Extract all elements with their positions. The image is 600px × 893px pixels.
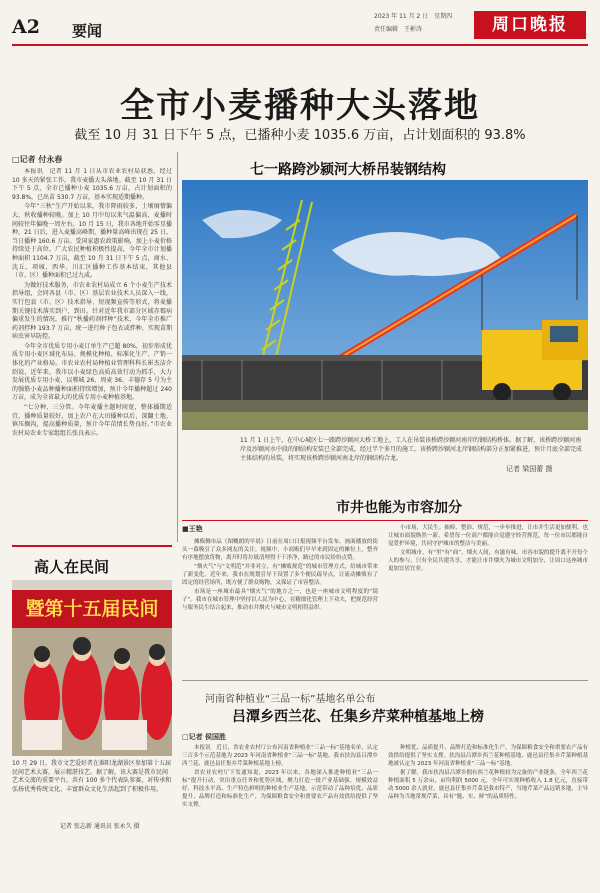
- people-caption: 10 月 29 日，我市文艺爱好者在淮阳龙湖景区参加第十五届民间艺术大赛，展示精湛技艺。据了解，该大赛是我市民间艺术交流的重要平台，共有 100 多个代表队参赛，对传承和弘扬优秀传统文化、丰富群众文化生活起到了积极作用。: [12, 760, 172, 793]
- bottom-body-left: [182, 744, 378, 884]
- article-paragraph: 本报讯 近日，省农业农村厅公布河南省种植业“三品一标”基地名单，认定三百多个示范基地为 2023 年河南省种植业“三品一标”基地。我市扶沟县吕潭乡西兰花、鹿邑县任集乡芹菜种植基地上榜。: [182, 745, 378, 767]
- photo-caption: 11 月 1 日上午，在中心城区七一路跨沙颍河大桥工地上，工人在吊装该桥跨沙颍河南岸的钢结构桥体。据了解，该桥跨沙颍河南岸及沙颍河水中段的钢结构安装已全部完成，经过半个多月的施工，该桥跨沙颍河北岸钢结构部分正加紧推进，预计月底全部完成主体结构的吊装，将实现该桥跨沙颍河南北岸的钢结构合龙。: [240, 437, 583, 462]
- crane-bridge-photo: [182, 180, 588, 430]
- main-subheadline: 截至 10 月 31 日下午 5 点，已播种小麦 1035.6 万亩，占计划面积的 93.8%: [74, 128, 526, 143]
- page-number: A2: [12, 16, 40, 38]
- article-paragraph: 本报讯 记者 11 月 1 日从市农业农村局获悉，经过 10 多天的紧张工作，我市麦播大头落地。截至 10 月 31 日下午 5 点，全市已播种小麦 1035.6 万亩，占计划面积的 93.8%，已出苗 530.7 万亩，基本实现适期播种。: [12, 168, 172, 201]
- main-byline: □记者 付永春: [12, 155, 63, 164]
- header-rule: [12, 44, 588, 46]
- article-paragraph: 小市场，大民生。抽检、整治、规范，一步步推进，让市井生活更加便利，也让城市面貌焕然一新。希望每一位商户都能自觉遵守经营规范，每一位市民都能自觉爱护环境，共同守护城市的整洁与美丽。: [388, 525, 588, 547]
- photo-story-title: 七一路跨沙颍河大桥吊装钢结构: [250, 162, 446, 178]
- bottom-title: 吕潭乡西兰花、任集乡芹菜种植基地上榜: [232, 709, 484, 725]
- feature-title: 市井也能为市容加分: [336, 500, 462, 516]
- people-title: 高人在民间: [34, 558, 110, 576]
- newspaper-logo: 周口晚报: [474, 11, 586, 39]
- article-paragraph: 今年“三秋”生产开始以来，我市降雨较多，土壤墒情偏大，秋收播种较晚。加上 10 月中旬以来气温偏高，麦播时间较往年偏晚一周左右。10 月 15 日，我市各地开始零星播种，21 日后，进入麦播高峰期，播种量高峰出现在 25 日，当日播种 160.6 万亩。受国家惠农政策影响，加上小麦价格持续处于高位，广大农民种植积极性提高，今年全市计划播种面积 1104.7 万亩，截至 10 月 31 日下午 5 点，商水、沈丘、项城、西华、川汇区播种工作基本结束，其他县（市、区）播种面积已过九成。: [12, 203, 172, 280]
- article-paragraph: 摊贩侧市品《图概朗的早晨》日前在周口日报视频平台发布，画面播放的街头一幕吸引了众多网友的关注。视频中，小商贩们早早来到固定的摊位上，整齐有序地摆放货物，离开时将垃圾清理得干干净净，路过的市民纷纷点赞。: [182, 539, 378, 561]
- issue-date: 2023 年 11 月 2 日 星期四: [374, 13, 453, 20]
- article-paragraph: “七分种，三分管。今年麦播主题时间宽，整体播期适宜，播种质量较好，加上农户在大田播种以后，深翻土地，镇压搁沟，提高播种质量，预计今年苗情长势良好。”市农业农村局农业专家组组长张良表示。: [12, 404, 172, 437]
- article-paragraph: 据了解，我市扶沟县吕潭乡拥有西兰花种植较为完备的产业链条，全年西兰花种植面积 5 万余亩，亩均利润 5000 元，全年可实现种植收入 1.8 亿元，直接带动 5000 余人就业。鹿邑县任集乡芹菜是我市特产，当地芹菜产品远销多地，主导品种为当地常规芹菜，具有“脆、实、鲜”的品质特性。: [388, 770, 588, 800]
- main-article-body: [12, 168, 172, 538]
- article-paragraph: “烟火气”与“文明范”并非对立，有“摊贩规范”的城市管理方式，给城市带来了新变化。近年来，我市在规划引导下设置了多个便民疏导点，让流动摊贩有了固定的经营场所，既方便了群众购物，又保证了市容整洁。: [182, 564, 378, 586]
- section-rule: [182, 520, 588, 521]
- column-divider: [177, 152, 178, 542]
- festival-banner-text: 暨第十五届民间: [25, 598, 159, 620]
- article-paragraph: 省农业农村厅下发通知说，2023 年以来，各地深入推进种植业“三品一标”提升行动，突出重点任务和优势区域，聚力打造一批产业基础强、规模效益好、科技水平高、生产特色鲜明的种植业生产基地，示范带动了品种培优、品质提升、品牌打造和标准化生产，为保障粮食安全和重要农产品有效供给提供了坚实支撑。: [182, 770, 378, 808]
- article-paragraph: 种植优、品质提升、品牌打造和标准化生产，为保障粮食安全和重要农产品有效供给提供了坚实支撑。扶沟县吕潭乡西兰花种植基地、鹿邑县任集乡芹菜种植基地被认定为 2023 年河南省种植业“三品一标”基地。: [388, 745, 588, 767]
- bottom-body-right: [388, 744, 588, 884]
- feature-body-left: [182, 538, 378, 676]
- feature-body-right: [388, 524, 588, 676]
- section-rule: [182, 680, 588, 681]
- bottom-kicker: 河南省种植业“三品一标”基地名单公布: [205, 694, 376, 705]
- article-paragraph: 市场是一座城市最具“烟火气”的地方之一，也是一座城市文明程度的“镜子”。我市在城市管理中坚持以人民为中心，在精细化管理上下功夫，把规范经营与服务民生结合起来，推动市井烟火与城市文明相得益彰。: [182, 589, 378, 611]
- bottom-byline: □记者 侯国胜: [182, 733, 227, 741]
- main-headline: 全市小麦播种大头落地: [120, 86, 480, 126]
- folk-art-photo: [12, 580, 172, 756]
- article-paragraph: 今年全市优质专用小麦订单生产已超 80%，初步形成优质专用小麦区域化布局、规模化种植、标准化生产、产销一体化的产业格局。市农业农村局种植业管理科科长崔杰洁介绍说，近年来，我市以小麦绿色高质高效行动为抓手，大力发展优质专用小麦，以郸城 26、周麦 36、丰德存 5 号为主的强筋小麦品种播种面积持续增加，预计今年播种超过 240 万亩，成为全省最大的优质专用小麦种植基地。: [12, 342, 172, 402]
- section-rule: [12, 545, 172, 547]
- section-name: 要闻: [72, 22, 103, 40]
- feature-byline: ■王艳: [182, 525, 203, 533]
- article-paragraph: 文明城市，有“里”有“面”。烟火人间，有滋有味。市容市貌的提升离不开每个人的参与，只有全民共建共享，才能让市井烟火为城市文明加分，让周口这座城市更加宜居宜业。: [388, 550, 588, 572]
- photo-credit: 记者 梁国蕾 摄: [506, 465, 553, 473]
- people-credit: 记者 张志新 通讯员 张永久 摄: [60, 823, 140, 830]
- editor-line: 责任编辑 王彬涛: [374, 26, 423, 33]
- article-paragraph: 为做好技术服务，市农业农村局成立 6 个小麦生产技术指导组，会同各县（市、区）基层农业技术人员深入一线，实行包县（市、区）技术指导、短视频宣传等形式，将麦播期关键技术落实到户、到田。针对近年我市部分区域赤霉病偏重发生的情况，推行“秋播药剂拌种”技术，今年全市推广药剂拌种 193.7 万亩，统一进行种子包衣或拌种，实现苗期病虫害早防控。: [12, 281, 172, 341]
